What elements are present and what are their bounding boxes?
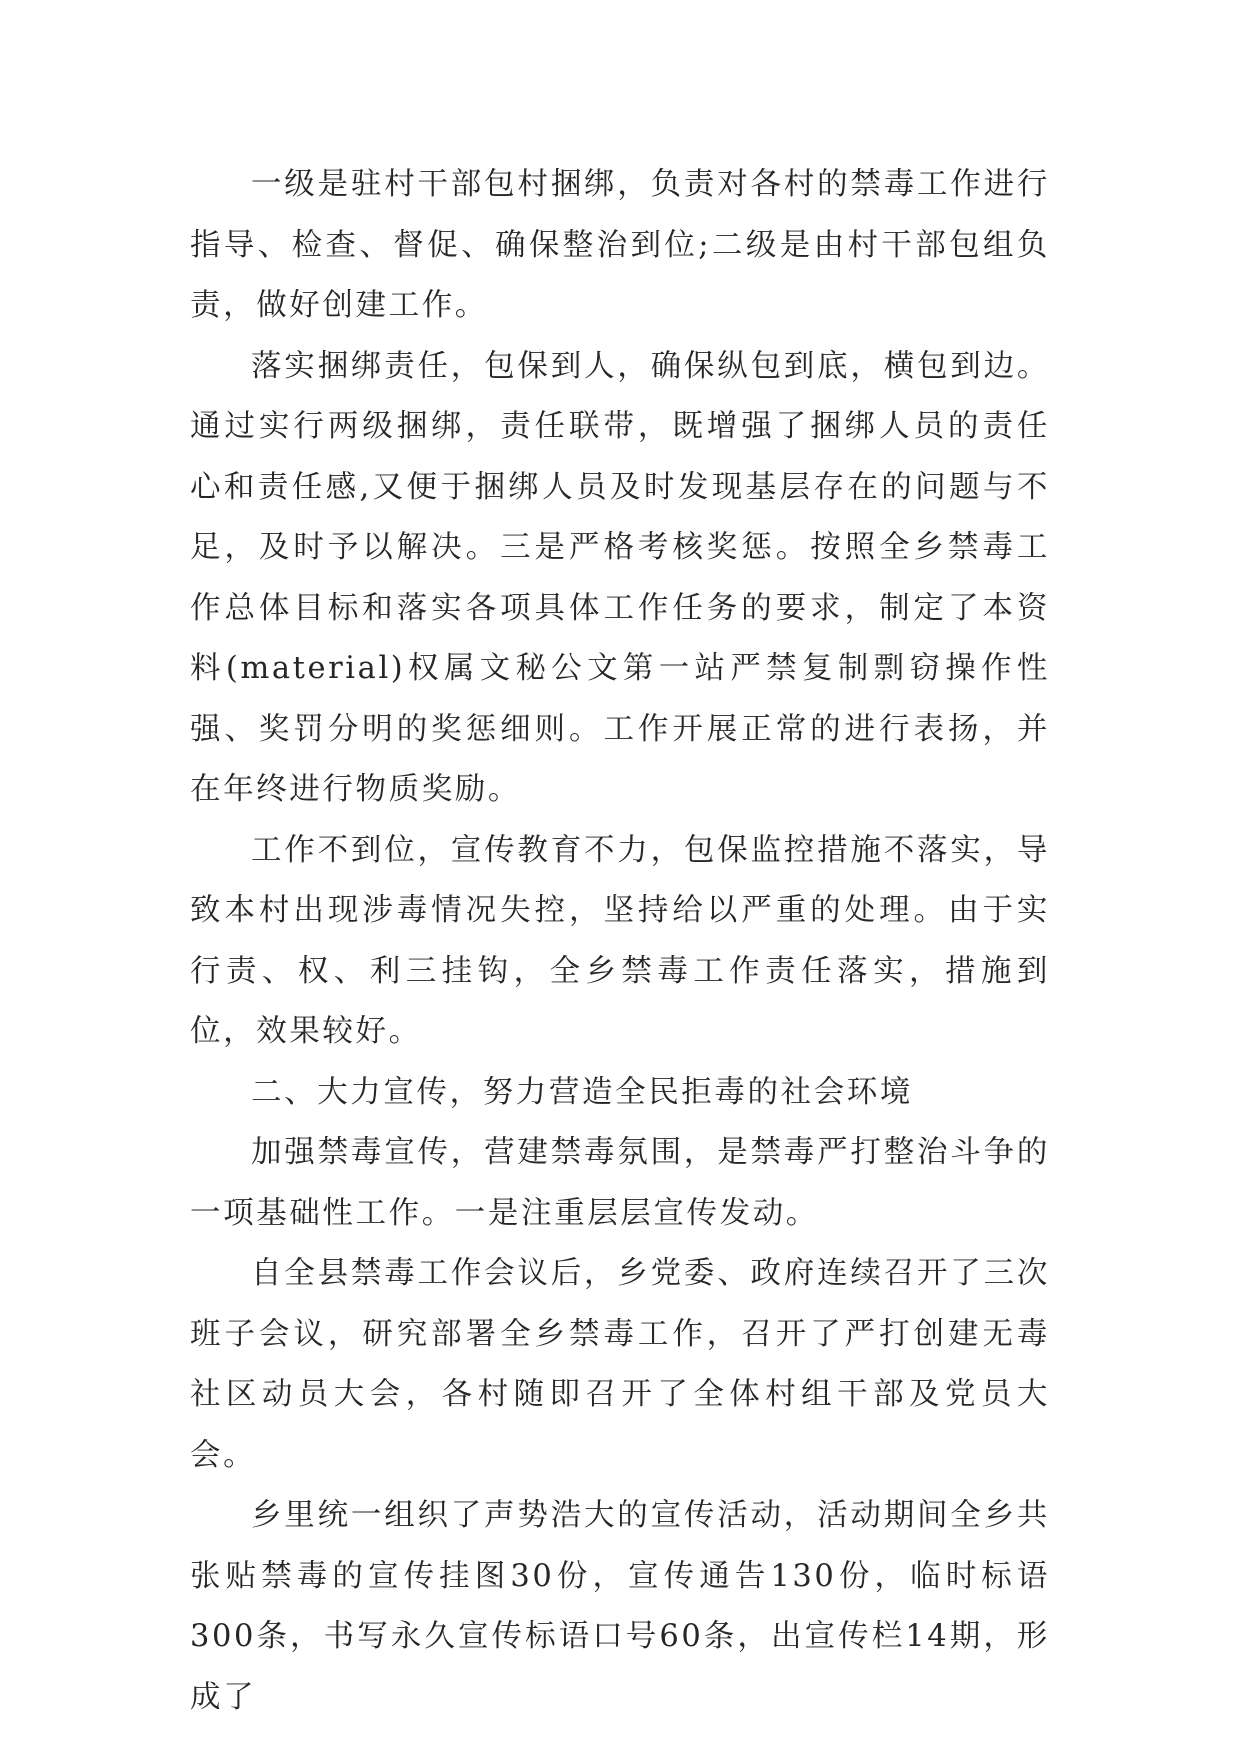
document-body — [190, 155, 1050, 1728]
paragraph: 工作不到位，宣传教育不力，包保监控措施不落实，导致本村出现涉毒情况失控，坚持给以严重的处理。由于实行责、权、利三挂钩，全乡禁毒工作责任落实，措施到位，效果较好。 — [190, 832, 1050, 1049]
paragraph: 乡里统一组织了声势浩大的宣传活动，活动期间全乡共张贴禁毒的宣传挂图30份，宣传通告130份，临时标语300条，书写永久宣传标语口号60条，出宣传栏14期，形成了 — [190, 1498, 1050, 1715]
paragraph: 自全县禁毒工作会议后，乡党委、政府连续召开了三次班子会议，研究部署全乡禁毒工作，召开了严打创建无毒社区动员大会，各村随即召开了全体村组干部及党员大会。 — [190, 1256, 1050, 1473]
paragraph: 落实捆绑责任，包保到人，确保纵包到底，横包到边。通过实行两级捆绑，责任联带，既增强了捆绑人员的责任心和责任感,又便于捆绑人员及时发现基层存在的问题与不足，及时予以解决。三是严格考核奖惩。按照全乡禁毒工作总体目标和落实各项具体工作任务的要求，制定了本资料(material)权属文秘公文第一站严禁复制剽窃操作性强、奖罚分明的奖惩细则。工作开展正常的进行表扬，并在年终进行物质奖励。 — [190, 348, 1050, 807]
paragraph: 一级是驻村干部包村捆绑，负责对各村的禁毒工作进行指导、检查、督促、确保整治到位;二级是由村干部包组负责，做好创建工作。 — [190, 167, 1050, 323]
paragraph: 加强禁毒宣传，营建禁毒氛围，是禁毒严打整治斗争的一项基础性工作。一是注重层层宣传发动。 — [190, 1135, 1050, 1231]
section-heading: 二、大力宣传，努力营造全民拒毒的社会环境 — [251, 1074, 913, 1110]
